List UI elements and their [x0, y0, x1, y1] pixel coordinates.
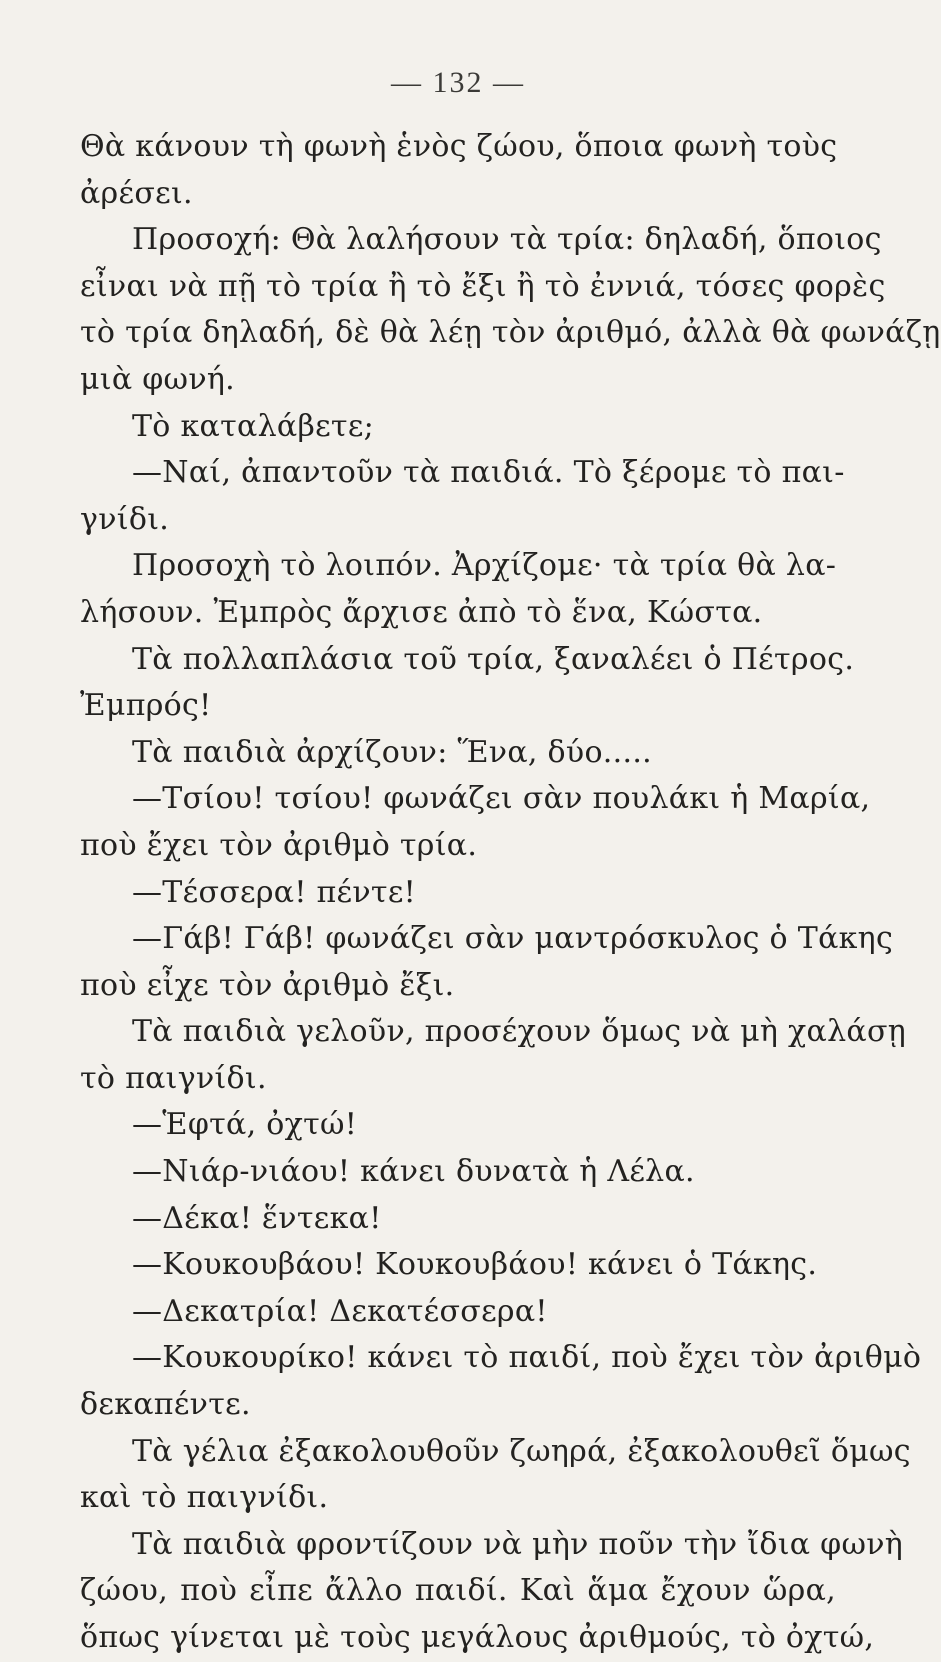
text-line: γνίδι.	[80, 501, 170, 537]
text-line: Τὰ γέλια ἐξακολουθοῦν ζωηρά, ἐξακολουθεῖ ὅμως	[132, 1433, 911, 1469]
text-line: λήσουν. Ἐμπρὸς ἄρχισε ἀπὸ τὸ ἕνα, Κώστα.	[80, 594, 763, 630]
text-line: Ἐμπρός!	[80, 688, 212, 724]
text-body	[80, 124, 941, 1662]
text-line: —Τσίου! τσίου! φωνάζει σὰν πουλάκι ἡ Μαρία,	[132, 781, 871, 817]
text-line: καὶ τὸ παιγνίδι.	[80, 1480, 329, 1516]
text-line: Τὸ καταλάβετε;	[132, 408, 375, 444]
text-line: Τὰ παιδιὰ φροντίζουν νὰ μὴν ποῦν τὴν ἴδια φωνὴ	[132, 1526, 904, 1562]
text-line: μιὰ φωνή.	[80, 361, 235, 397]
text-line: —Δέκα! ἕντεκα!	[132, 1200, 382, 1236]
text-line: —Γάβ! Γάβ! φωνάζει σὰν μαντρόσκυλος ὁ Τάκης	[132, 921, 894, 957]
text-line: Προσοχή: Θὰ λαλήσουν τὰ τρία: δηλαδή, ὅποιος	[132, 222, 882, 258]
text-line: Τὰ πολλαπλάσια τοῦ τρία, ξαναλέει ὁ Πέτρος.	[132, 641, 855, 677]
text-line: —Ναί, ἀπαντοῦν τὰ παιδιά. Τὸ ξέρομε τὸ παι-	[132, 455, 845, 491]
text-line: ποὺ εἶχε τὸν ἀριθμὸ ἔξι.	[80, 967, 455, 1003]
text-line: τὸ τρία δηλαδή, δὲ θὰ λέῃ τὸν ἀριθμό, ἀλλὰ θὰ φωνάζῃ	[80, 315, 941, 351]
text-line: Προσοχὴ τὸ λοιπόν. Ἀρχίζομε· τὰ τρία θὰ λα-	[132, 548, 837, 584]
text-line: ὅπως γίνεται μὲ τοὺς μεγάλους ἀριθμούς, τὸ ὀχτώ,	[80, 1620, 875, 1655]
text-line: ἀρέσει.	[80, 175, 193, 211]
text-line: εἶναι νὰ πῇ τὸ τρία ἢ τὸ ἔξι ἢ τὸ ἐννιά, τόσες φορὲς	[80, 268, 886, 304]
text-line: —Δεκατρία! Δεκατέσσερα!	[132, 1293, 548, 1329]
text-line: —Τέσσερα! πέντε!	[132, 874, 417, 910]
text-line: Τὰ παιδιὰ γελοῦν, προσέχουν ὅμως νὰ μὴ χαλάσῃ	[132, 1014, 907, 1050]
text-line: —Κουκουρίκο! κάνει τὸ παιδί, ποὺ ἔχει τὸν ἀριθμὸ	[132, 1340, 922, 1376]
text-line: τὸ παιγνίδι.	[80, 1060, 267, 1096]
text-line: ποὺ ἔχει τὸν ἀριθμὸ τρία.	[80, 827, 478, 863]
text-line: ζώου, ποὺ εἶπε ἄλλο παιδί. Καὶ ἅμα ἔχουν ὥρα,	[80, 1573, 836, 1609]
text-line: —Κουκουβάου! Κουκουβάου! κάνει ὁ Τάκης.	[132, 1247, 818, 1283]
text-line: —Ἑφτά, ὀχτώ!	[132, 1107, 358, 1143]
text-line: —Νιάρ-νιάου! κάνει δυνατὰ ἡ Λέλα.	[132, 1154, 695, 1190]
text-line: Τὰ παιδιὰ ἀρχίζουν: Ἕνα, δύο.....	[132, 734, 652, 770]
text-line: Θὰ κάνουν τὴ φωνὴ ἑνὸς ζώου, ὅποια φωνὴ τοὺς	[80, 129, 838, 164]
text-line: δεκαπέντε.	[80, 1387, 251, 1423]
page-number: — 132 —	[391, 66, 525, 99]
